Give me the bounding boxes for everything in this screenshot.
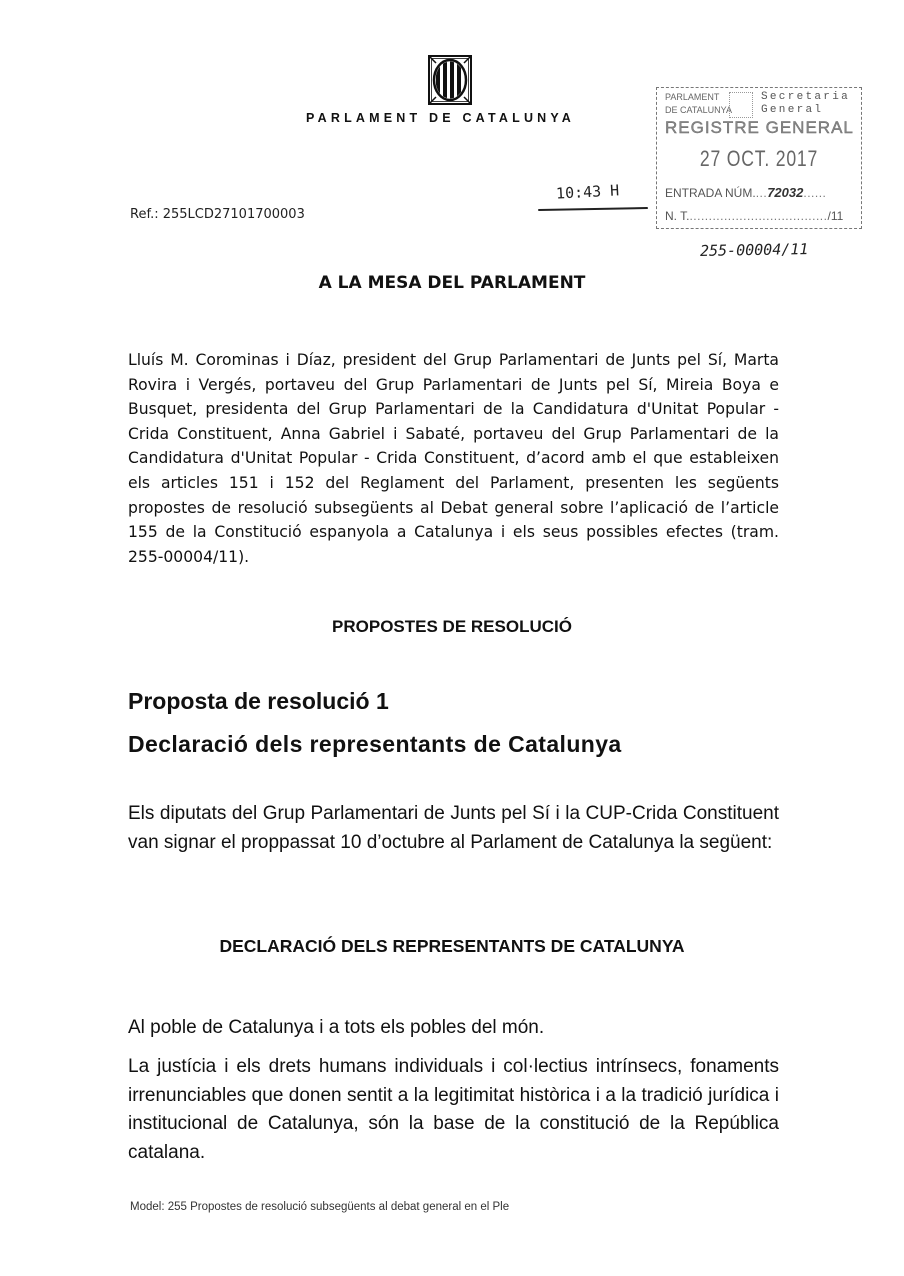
reference-number: Ref.: 255LCD27101700003 — [130, 207, 305, 222]
stamp-dept-line1: Secretaria — [761, 91, 851, 103]
stamp-entry-number: 72032 — [767, 185, 804, 200]
proposal-number: Proposta de resolució 1 — [128, 688, 389, 714]
section-title: PROPOSTES DE RESOLUCIÓ — [332, 617, 572, 636]
stamp-nt: N. T...................................../11 — [665, 209, 844, 223]
declaration-title: DECLARACIÓ DELS REPRESENTANTS DE CATALUNYA — [219, 936, 685, 956]
organization-name: PARLAMENT DE CATALUNYA — [306, 111, 576, 125]
addressee-heading: A LA MESA DEL PARLAMENT — [318, 273, 586, 293]
stamp-title: REGISTRE GENERAL — [665, 118, 854, 137]
handwritten-tram-number: 255-00004/11 — [699, 240, 809, 260]
stamp-entry: ENTRADA NÚM....72032...... — [665, 185, 827, 200]
salutation: Al poble de Catalunya i a tots els pobles del món. — [128, 1017, 545, 1038]
intro-paragraph: Lluís M. Corominas i Díaz, president del Grup Parlamentari de Junts pel Sí, Marta Rovira i Vergés, portaveu del Grup Parlamentari de Junts pel Sí, Mireia Boya e Busquet, presidenta del Grup Parlamentari de la Candidatura d'Unitat Popular - Crida Constituent, Anna Gabriel i Sabaté, portaveu del Grup Parlamentari de la Candidatura d'Unitat Popular - Crida Constituent, d’acord amb el que estableixen els articles 151 i 152 del Reglament del Parlament, presenten les següents propostes de resolució subsegüents al Debat general sobre l’aplicació de l’article 155 de la Constitució espanyola a Catalunya i els seus possibles efectes (tram. 255-00004/11). — [128, 351, 779, 566]
proposal-intro-paragraph: Els diputats del Grup Parlamentari de Junts pel Sí i la CUP-Crida Constituent van signar el proppassat 10 d’octubre al Parlament de Catalunya la següent: — [128, 803, 779, 853]
stamp-entry-label: ENTRADA NÚM. — [665, 186, 756, 200]
footer-model-text: Model: 255 Propostes de resolució subsegüents al debat general en el Ple — [130, 1201, 510, 1213]
registry-stamp — [656, 87, 862, 229]
stamp-date: 27 OCT. 2017 — [699, 146, 819, 171]
stamp-issuer-line1: PARLAMENT — [665, 92, 720, 102]
stamp-issuer-line2: DE CATALUNYA — [665, 105, 733, 115]
handwritten-time: 10:43 H — [555, 181, 620, 203]
proposal-title: Declaració dels representants de Catalunya — [128, 731, 622, 757]
stamp-nt-suffix: /11 — [827, 209, 844, 223]
declaration-paragraph: La justícia i els drets humans individuals i col·lectius intrínsecs, fonaments irrenunciables que donen sentit a la legitimitat històrica i a la tradició jurídica i institucional de Catalunya, són la base de la constitució de la República catalana. — [128, 1056, 779, 1163]
stamp-emblem-icon — [729, 92, 753, 118]
catalan-shield-icon — [428, 55, 472, 105]
stamp-dept-line2: General — [761, 104, 824, 116]
handwritten-underline — [538, 207, 648, 211]
stamp-nt-label: N. T. — [665, 209, 690, 223]
